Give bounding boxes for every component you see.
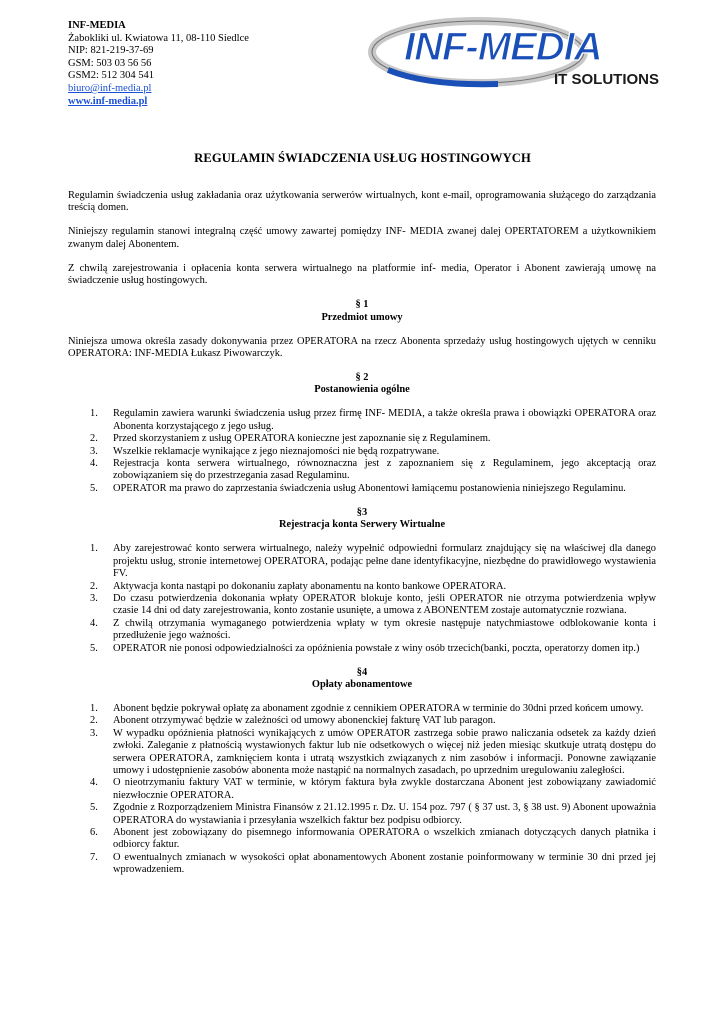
section-number: §4 (356, 666, 368, 678)
logo-subtitle: IT SOLUTIONS (554, 71, 659, 88)
section-number: §3 (356, 506, 368, 518)
company-nip: NIP: 821-219-37-69 (68, 45, 154, 57)
list-item: 4. O nieotrzymaniu faktury VAT w terminie, w którym faktura była zwykle dostarczana Abonent jest zobowiązany zawiadomić niezwłocznie OPERATORA. (90, 777, 656, 801)
section-2-list (68, 408, 656, 495)
inf-media-logo (368, 14, 678, 92)
list-item: 7. O ewentualnych zmianach w wysokości opłat abonamentowych Abonent zostanie poinformowany w terminie 30 dni przed jej wprowadzeniem. (90, 851, 656, 876)
section-4-list (68, 703, 656, 877)
company-header (68, 20, 249, 108)
list-item: 3. Do czasu potwierdzenia dokonania wpłaty OPERATOR blokuje konto, jeśli OPERATOR nie otrzyma potwierdzenia wpływ czasie 14 dni od daty zarejestrowania, konto zostanie usunięte, a umowa z ABONENTEM zostaje automatycznie rozwiana. (90, 592, 656, 617)
section-title: Opłaty abonamentowe (311, 678, 413, 690)
section-number: § 2 (355, 372, 369, 384)
list-item: 2. Przed skorzystaniem z usług OPERATORA konieczne jest zapoznanie się z Regulaminem. (90, 433, 491, 445)
list-item: 2. Abonent otrzymywać będzie w zależności od umowy abonenckiej fakturę VAT lub paragon. (90, 715, 496, 727)
intro-paragraph: Niniejszy regulamin stanowi integralną część umowy zawartej pomiędzy INF- MEDIA zwanej dalej OPERTATOREM a użytkownikiem zwanym dalej Abonentem. (68, 226, 656, 250)
company-name: INF-MEDIA (68, 20, 126, 31)
section-paragraph: Niniejsza umowa określa zasady dokonywania przez OPERATORA na rzecz Abonenta sprzedaży usług hostingowych ujętych w cenniku OPERATORA: INF-MEDIA Łukasz Piwowarczyk. (68, 335, 656, 360)
section-title: Rejestracja konta Serwery Wirtualne (278, 519, 446, 531)
list-item: 4. Z chwilą otrzymania wymaganego potwierdzenia wpłaty w tym okresie następuje natychmiastowe odblokowanie konta i przedłużenie jego ważności. (90, 617, 656, 642)
list-item: 3. W wypadku opóźnienia płatności wynikających z umów OPERATOR zastrzega sobie prawo naliczania odsetek za każdy dzień zwłoki. Zaleganie z płatnością wystawionych faktur lub nie odsetkowych o więcej niż jeden miesiąc skutkuje utratą dostępu do serwera OPERATORA, zamknięciem konta i utratą wszystkich związanych z nim zasobów i informacji. Ponowne zawiązanie umowy i udostępnienie zasobów abonenta może nastąpić na normalnych zasadach, po uprzednim uregulowaniu zaległości. (90, 727, 656, 776)
intro-paragraph: Z chwilą zarejestrowania i opłacenia konta serwera wirtualnego na platformie inf- media, Operator i Abonent zawierają umowę na świadczenie usług hostingowych. (68, 262, 656, 287)
list-item: 1. Regulamin zawiera warunki świadczenia usług przez firmę INF- MEDIA, a także określa prawa i obowiązki OPERATORA oraz Abonenta korzystającego z jego usług. (90, 408, 656, 432)
section-title: Postanowienia ogólne (314, 384, 410, 396)
list-item: 4. Rejestracja konta serwera wirtualnego, równoznaczna jest z zapoznaniem się z Regulaminem, jego akceptacją oraz zobowiązaniem się do przestrzegania zasad Regulaminu. (90, 458, 656, 482)
list-item: 2. Aktywacja konta nastąpi po dokonaniu zapłaty abonamentu na konto bankowe OPERATORA. (90, 580, 507, 592)
list-item: 6. Abonent jest zobowiązany do pisemnego informowania OPERATORA o wszelkich zmianach dotyczących danych płatnika i odbiorcy faktur. (90, 827, 656, 851)
section-title: Przedmiot umowy (321, 311, 403, 323)
logo-main-text: INF-MEDIA (404, 25, 602, 69)
company-address: Żabokliki ul. Kwiatowa 11, 08-110 Siedlce (68, 32, 249, 44)
list-item: 5. OPERATOR nie ponosi odpowiedzialności za opóźnienia powstałe z winy osób trzecich(banki, poczta, operatorzy domen itp.) (90, 642, 640, 654)
list-item: 5. OPERATOR ma prawo do zaprzestania świadczenia usług Abonentowi łamiącemu postanowienia niniejszego Regulaminu. (90, 482, 626, 494)
email-link[interactable]: biuro@inf-media.pl (68, 82, 152, 94)
list-item: 3. Wszelkie reklamacje wynikające z jego nieznajomości nie będą rozpatrywane. (90, 445, 440, 457)
company-gsm2: GSM2: 512 304 541 (68, 70, 155, 82)
company-gsm: GSM: 503 03 56 56 (68, 57, 152, 69)
intro-paragraph: Regulamin świadczenia usług zakładania oraz użytkowania serwerów wirtualnych, kont e-mail, oprogramowania służącego do zarządzania treścią domen. (68, 190, 656, 214)
document-body (68, 190, 656, 877)
section-number: § 1 (355, 299, 369, 311)
section-3-list (68, 543, 656, 655)
document-title: REGULAMIN ŚWIADCZENIA USŁUG HOSTINGOWYCH (194, 151, 531, 165)
list-item: 1. Abonent będzie pokrywał opłatę za abonament zgodnie z cennikiem OPERATORA w terminie do 30dni przed końcem umowy. (90, 702, 644, 714)
list-item: 5. Zgodnie z Rozporządzeniem Ministra Finansów z 21.12.1995 r. Dz. U. 154 poz. 797 ( § 37 ust. 3, § 38 ust. 9) Abonent upoważnia OPERATORA do wystawiania i przesyłania wszelkich faktur bez podpisu odbiorcy. (90, 802, 656, 826)
list-item: 1. Aby zarejestrować konto serwera wirtualnego, należy wypełnić odpowiedni formularz znajdujący się na właściwej dla danego projektu usług, stronie internetowej OPERATORA, podając pełne dane identyfikacyjne, niezbędne do prawidłowego wystawienia FV. (90, 543, 656, 580)
website-link[interactable]: www.inf-media.pl (68, 95, 148, 107)
